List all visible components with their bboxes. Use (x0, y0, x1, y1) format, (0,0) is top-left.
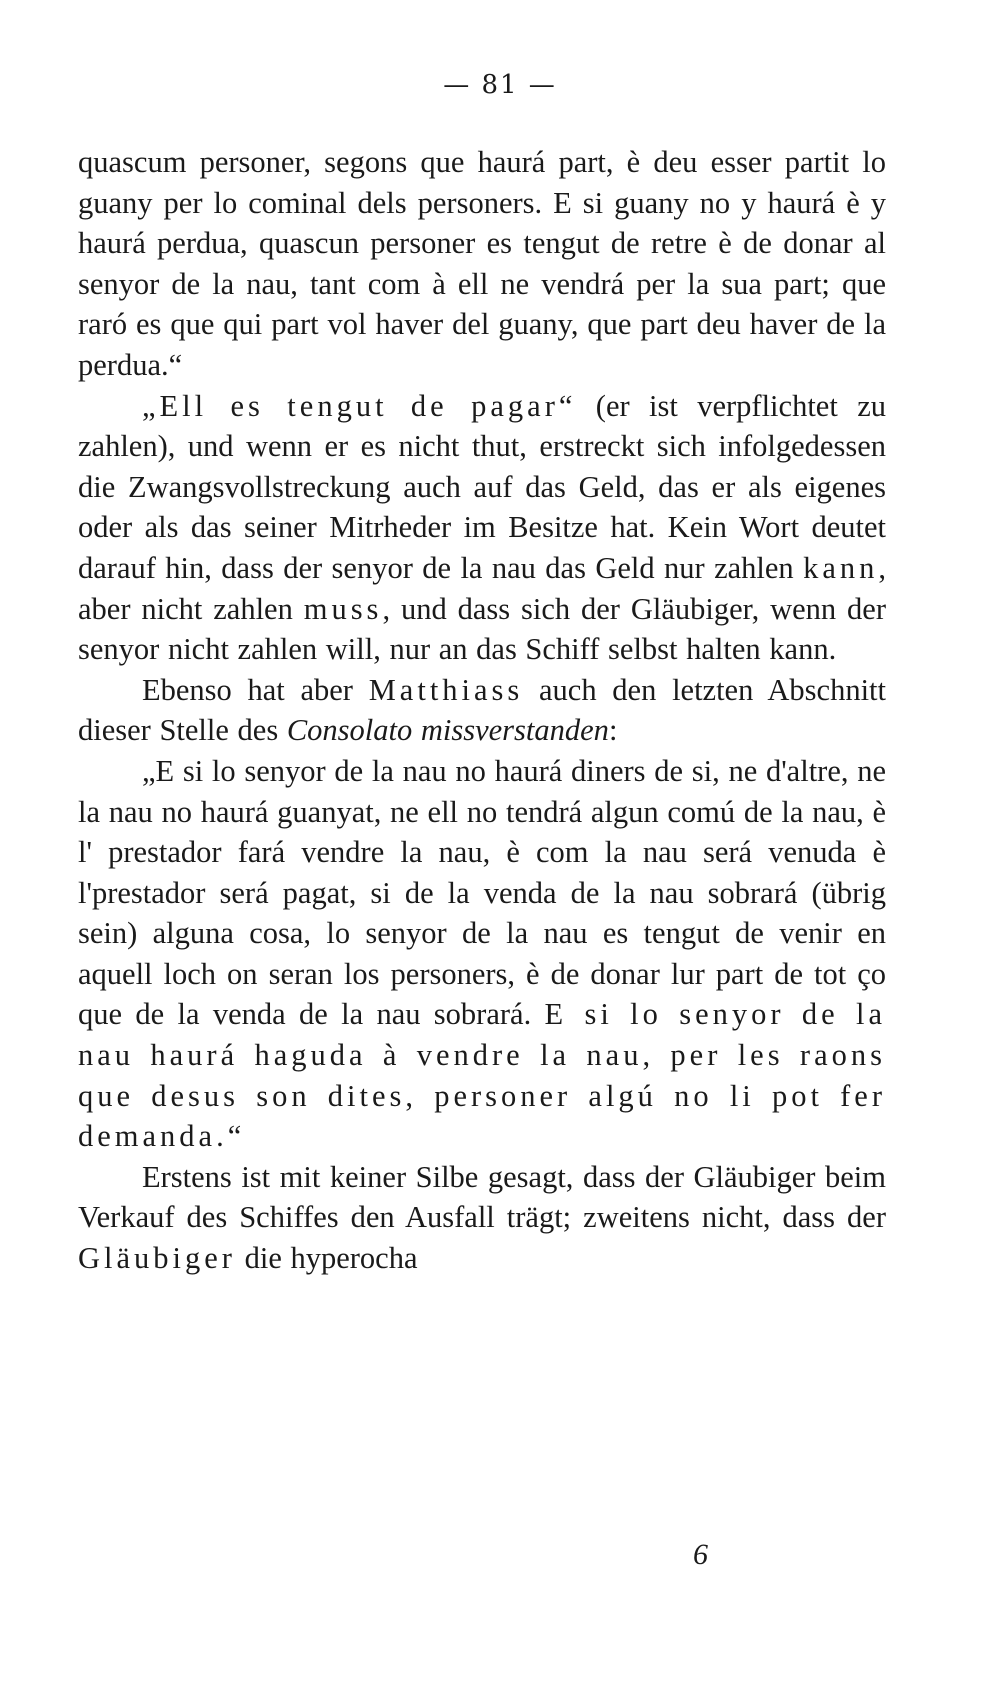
page-number: — 81 — (443, 70, 557, 100)
paragraph-2-text-b: , aber nicht zahlen (78, 550, 886, 626)
paragraph-1-text: quascum personer, segons que haurá part, è deu esser partit lo guany per lo cominal dels personers. E si guany no y haurá è y haurá perdua, quascun personer es tengut de retre è de donar al senyor de la nau, tant com à ell ne vendrá per la sua part; que raró es que qui part vol haver del guany, que part deu haver de la perdua.“ (78, 145, 886, 382)
spaced-passage: E si lo senyor de la nau haurá haguda à vendre la nau, per les raons que desus son dites, personer algú no li pot fer demanda. (78, 997, 886, 1154)
paragraph-3-text-b: auch den letzten Abschnitt dieser Stelle des (78, 672, 886, 748)
paragraph-4-text-a: „E si lo senyor de la nau no haurá diners de si, ne d'altre, ne la nau no haurá guanyat, ne ell no tendrá algun comú de la nau, è l' prestador fará vendre la nau, è com la nau será venuda è l'prestador será pagat, si de la venda de la nau sobrará (übrig sein) alguna cosa, lo senyor de la nau es tengut de venir en aquell loch on seran los personers, è de donar lur part de tot ço que de la venda de la nau sobrará. (78, 753, 886, 1032)
spaced-quote: „Ell es tengut de pagar“ (142, 388, 577, 423)
paragraph-3-text-a: Ebenso hat aber (142, 672, 369, 707)
paragraph-4-closing-quote: “ (227, 1119, 242, 1154)
emphasis-muss: muss (303, 591, 383, 626)
paragraph-2-text-a: (er ist verpflichtet zu zahlen), und wenn er es nicht thut, erstreckt sich infolgedessen die Zwangsvollstreckung auch auf das Geld, das er als eigenes oder als das seiner Mitrheder im Besitze hat. Kein Wort deutet darauf hin, dass der senyor de la nau das Geld nur zahlen (78, 388, 886, 585)
paragraph-3-text-c: : (608, 713, 618, 748)
emphasis-glaeubiger: Gläubiger (78, 1241, 236, 1276)
paragraph-2 (78, 386, 886, 670)
italic-phrase: Consolato missverstanden (286, 713, 609, 748)
paragraph-5-text-a: Erstens ist mit keiner Silbe gesagt, dass der Gläubiger beim Verkauf des Schiffes den Ausfall trägt; zweitens nicht, dass der (78, 1159, 886, 1235)
emphasis-kann: kann (803, 550, 879, 585)
paragraph-3 (78, 670, 886, 751)
paragraph-5 (78, 1157, 886, 1279)
signature-mark: 6 (693, 1538, 708, 1571)
paragraph-2-text-c: , und dass sich der Gläubiger, wenn der senyor nicht zahlen will, nur an das Schiff selbst halten kann. (78, 591, 886, 667)
body-text (78, 142, 886, 1279)
author-name: Matthiass (368, 672, 524, 707)
paragraph-1 (78, 142, 886, 386)
paragraph-4 (78, 751, 886, 1157)
paragraph-5-text-b: die hyperocha (235, 1241, 418, 1276)
